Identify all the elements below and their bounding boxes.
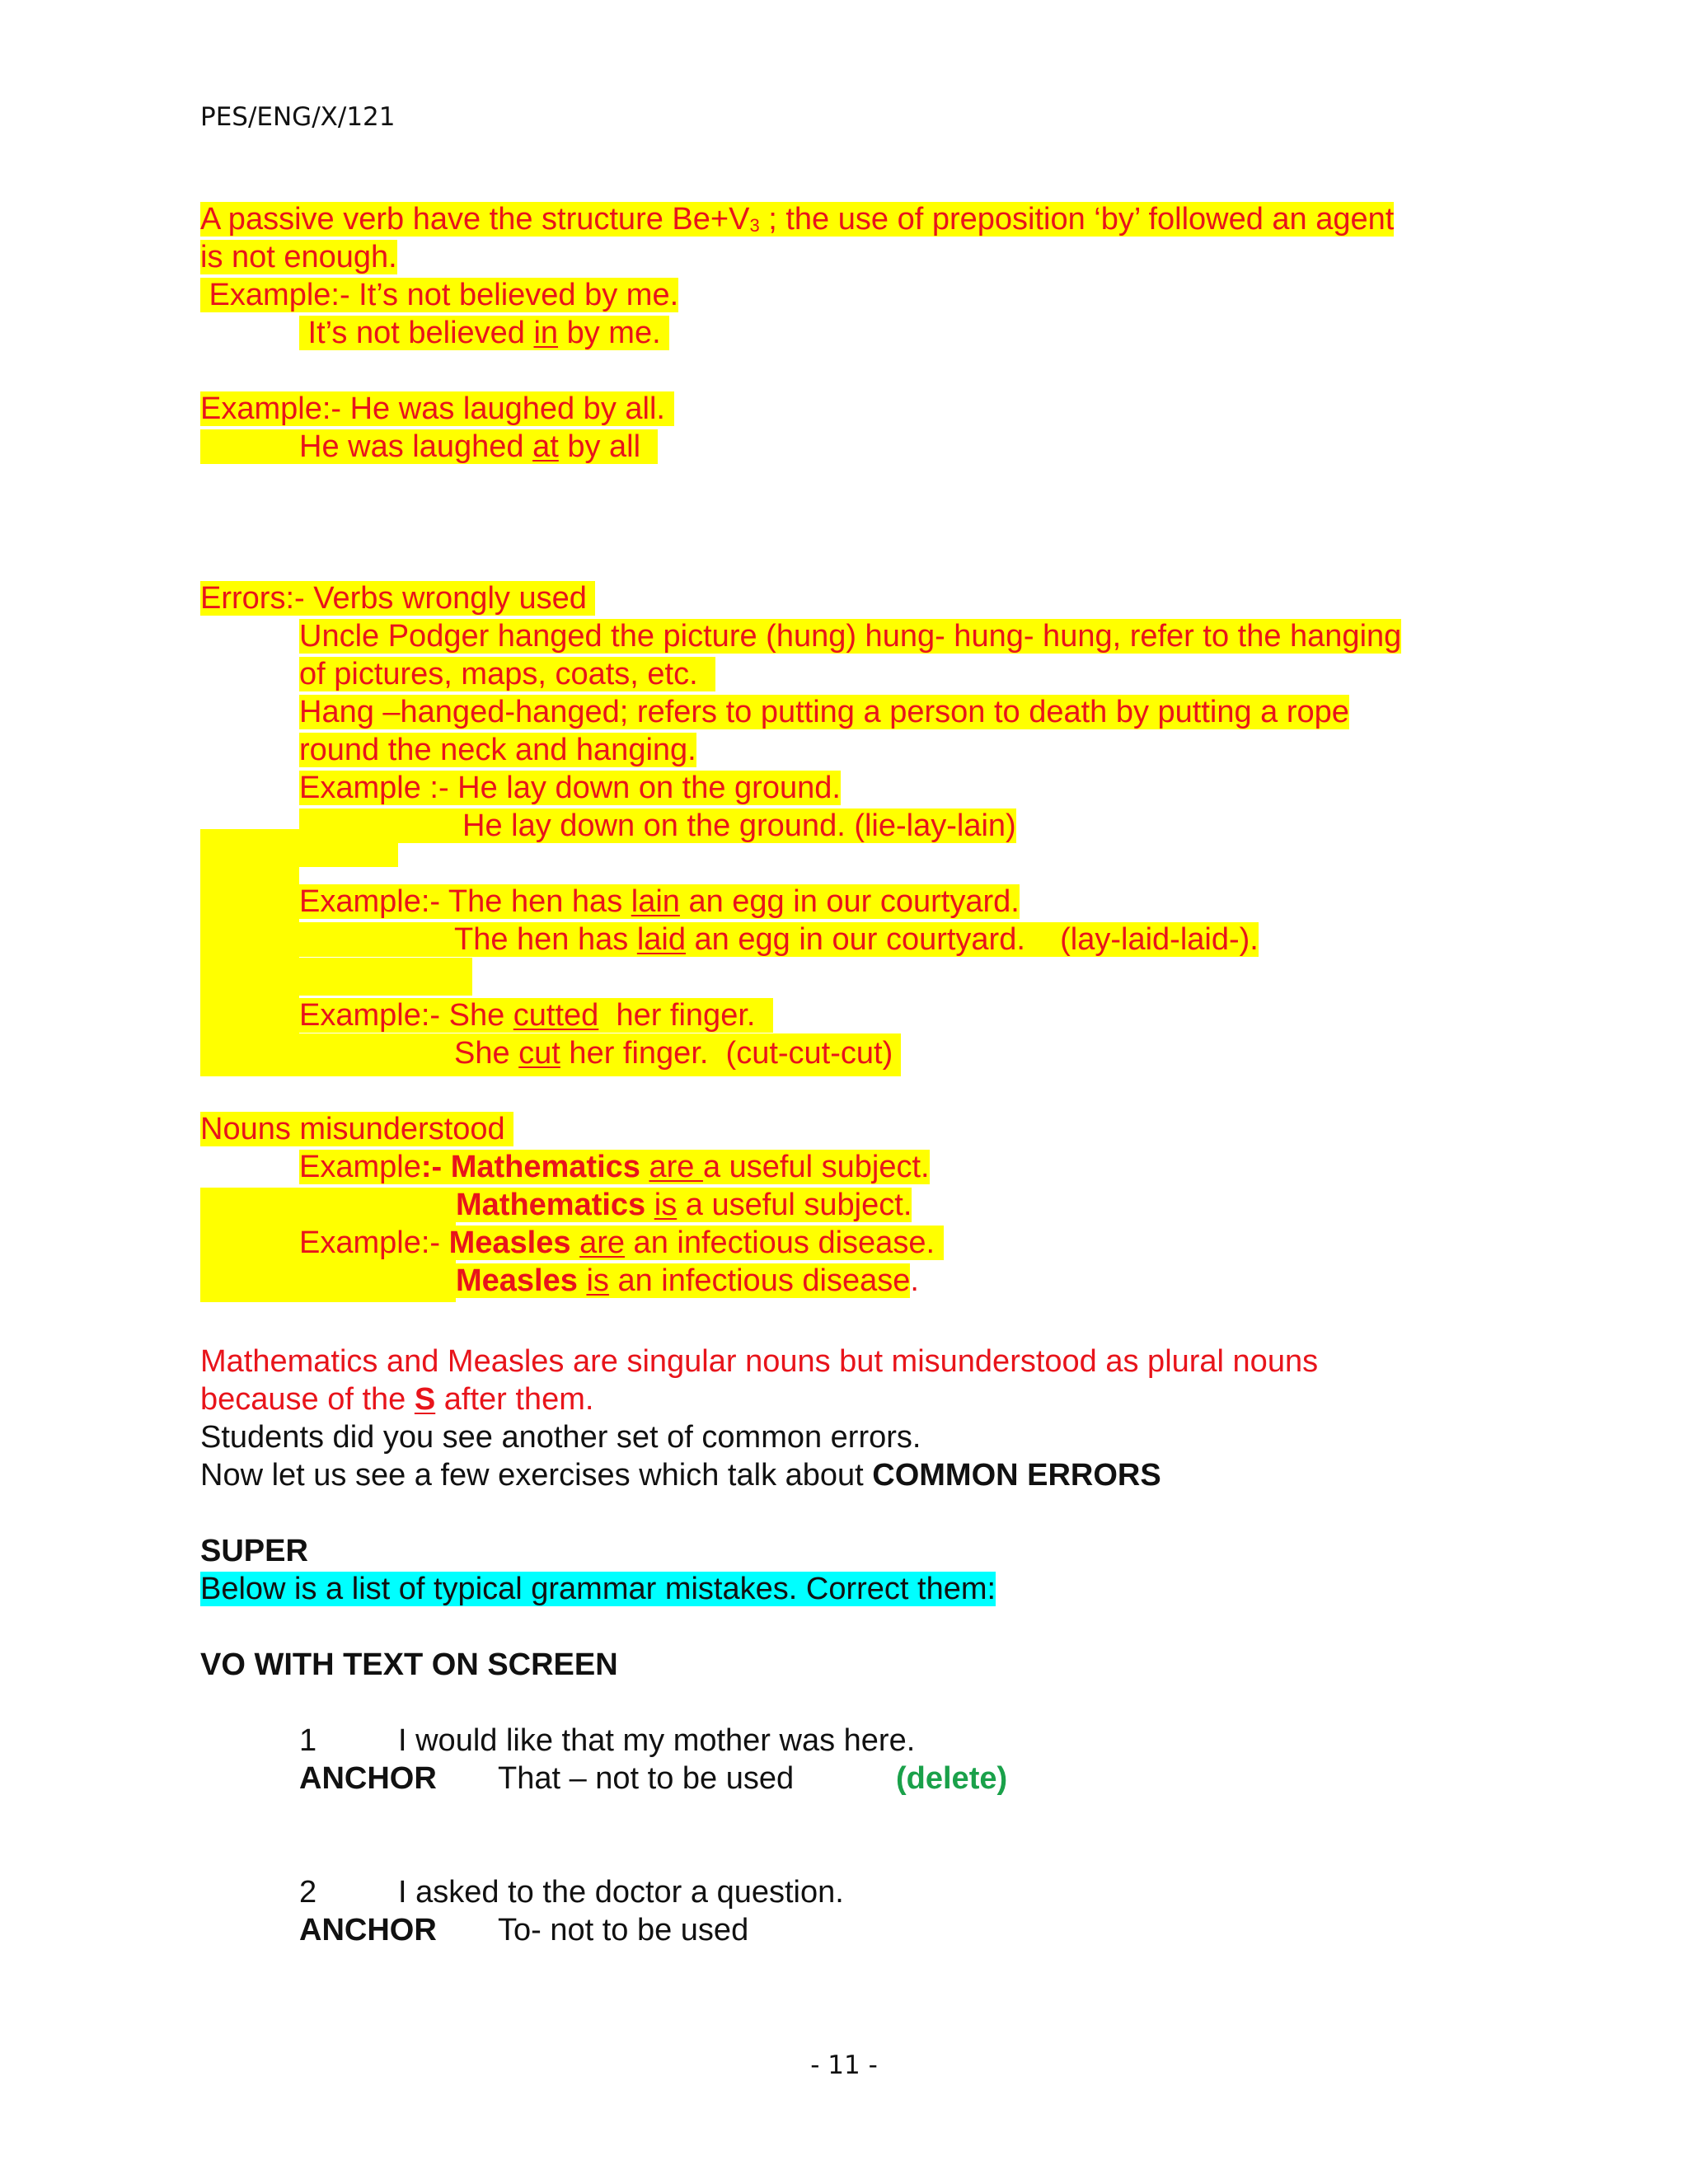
passive-rule-line: A passive verb have the structure $Be+V_3$ ; the use of preposition ‘by’ followed an agent bbox=[200, 202, 1395, 237]
passive-example-correct: It’s not believed in by me. bbox=[299, 316, 670, 350]
emphasis-letter: S bbox=[414, 1382, 436, 1417]
exercise-instruction: Below is a list of typical grammar mistakes. Correct them: bbox=[200, 1572, 996, 1606]
super-label: SUPER bbox=[200, 1534, 308, 1568]
correction-word: at bbox=[532, 429, 559, 464]
cut-example-correct: She cut her finger. (cut-cut-cut) bbox=[299, 1034, 893, 1072]
nouns-explanation: Mathematics and Measles are singular nouns but misunderstood as plural nouns bbox=[200, 1344, 1319, 1379]
vo-label: VO WITH TEXT ON SCREEN bbox=[200, 1647, 618, 1682]
passive-example-incorrect: Example:- It’s not believed by me. bbox=[200, 278, 679, 312]
highlight-block bbox=[299, 958, 472, 996]
exercise-item-2: 2 I asked to the doctor a question. bbox=[299, 1875, 844, 1910]
hang-rule-line: round the neck and hanging. bbox=[299, 733, 696, 767]
lay-example-incorrect: Example :- He lay down on the ground. bbox=[299, 771, 841, 805]
lay-example-correct: He lay down on the ground. (lie-lay-lain) bbox=[299, 807, 1016, 845]
correction-word: lain bbox=[631, 884, 680, 919]
passive-example-incorrect: Example:- He was laughed by all. bbox=[200, 390, 674, 428]
nouns-example-correct: Mathematics is a useful subject. bbox=[200, 1186, 912, 1224]
nouns-example-incorrect: Example:- Mathematics are a useful subject. bbox=[299, 1150, 930, 1184]
cut-example-incorrect: Example:- She cutted her finger. bbox=[299, 996, 773, 1034]
nouns-heading: Nouns misunderstood bbox=[200, 1112, 514, 1146]
correction-word: are bbox=[579, 1226, 625, 1260]
highlight-block bbox=[200, 958, 299, 1076]
passive-rule-line: is not enough. bbox=[200, 240, 397, 274]
correction-word: cut bbox=[518, 1036, 560, 1071]
correction-word: in bbox=[533, 316, 559, 350]
hang-rule-line: of pictures, maps, coats, etc. bbox=[299, 655, 715, 693]
correction-word: is bbox=[586, 1263, 609, 1298]
correction-word: laid bbox=[636, 922, 686, 957]
correction-word: are bbox=[649, 1150, 703, 1184]
nouns-example-correct: Measles is an infectious disease. bbox=[200, 1262, 919, 1300]
closing-line: Now let us see a few exercises which talk about COMMON ERRORS bbox=[200, 1458, 1161, 1493]
exercise-item-1: 1 I would like that my mother was here. bbox=[299, 1723, 916, 1758]
nouns-explanation: because of the S after them. bbox=[200, 1382, 594, 1417]
page-number: - 11 - bbox=[810, 2050, 878, 2080]
anchor-note-1: ANCHOR That – not to be used (delete) bbox=[299, 1761, 1008, 1796]
hang-rule-line: Uncle Podger hanged the picture (hung) hung- hung- hung, refer to the hanging bbox=[299, 619, 1402, 654]
correction-word: cutted bbox=[513, 998, 599, 1033]
closing-line: Students did you see another set of common errors. bbox=[200, 1420, 921, 1455]
nouns-example-incorrect: Example:- Measles are an infectious disease. bbox=[299, 1224, 944, 1262]
hang-rule-line: Hang –hanged-hanged; refers to putting a person to death by putting a rope bbox=[299, 695, 1349, 729]
anchor-note-2: ANCHOR To- not to be used bbox=[299, 1913, 749, 1947]
delete-tag: (delete) bbox=[896, 1761, 1008, 1796]
hen-example-incorrect: Example:- The hen has lain an egg in our courtyard. bbox=[299, 884, 1020, 919]
hen-example-correct: The hen has laid an egg in our courtyard. (lay-laid-laid-). bbox=[299, 921, 1259, 958]
correction-word: is bbox=[654, 1188, 678, 1222]
passive-example-correct: He was laughed at by all bbox=[200, 428, 658, 466]
errors-heading: Errors:- Verbs wrongly used bbox=[200, 581, 596, 616]
document-code: PES/ENG/X/121 bbox=[200, 102, 396, 132]
